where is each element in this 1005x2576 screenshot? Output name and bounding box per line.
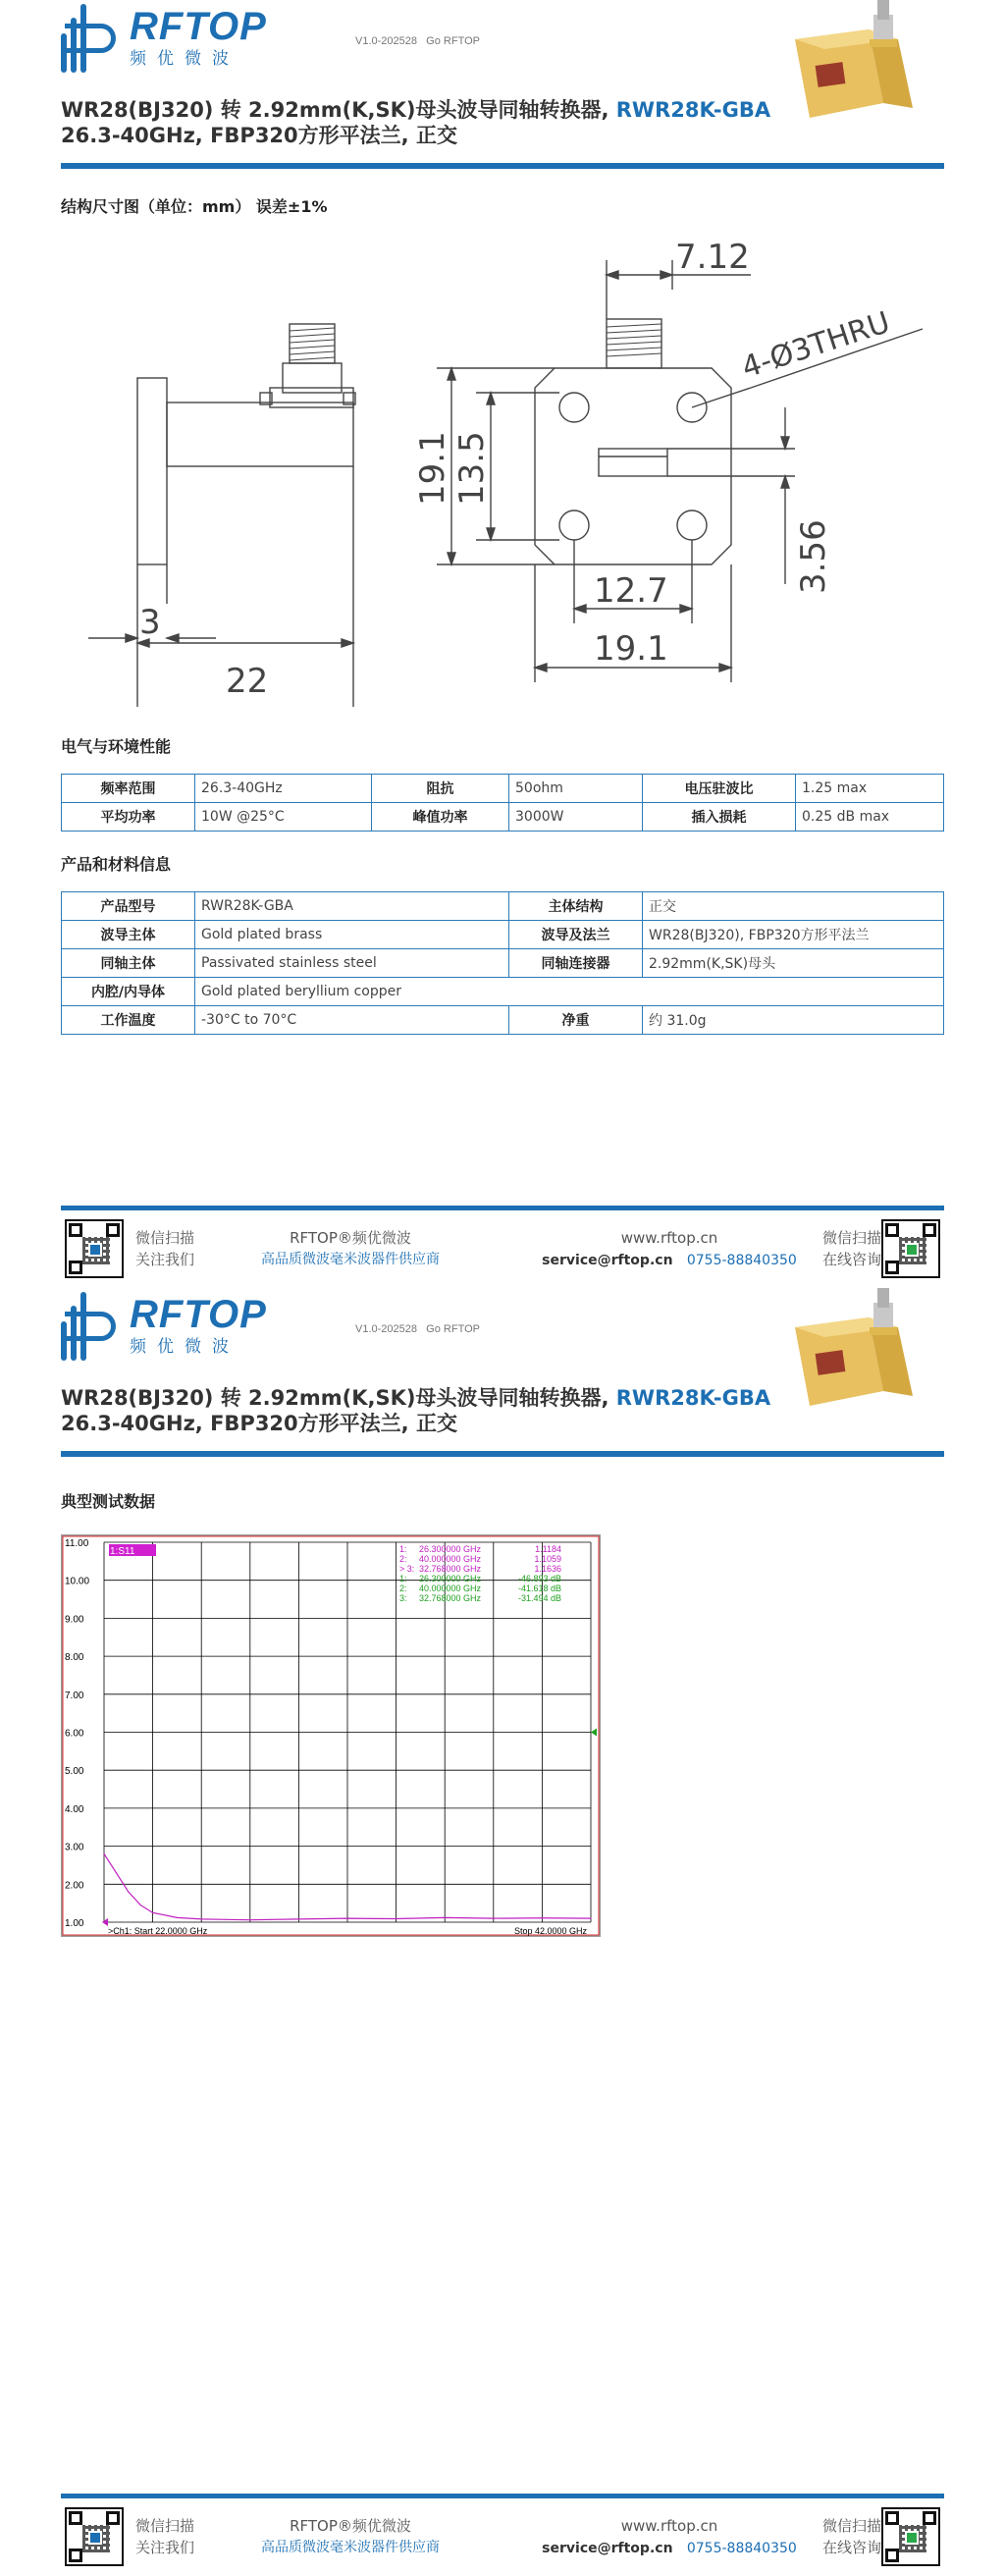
test-section-title: 典型测试数据 (61, 1492, 156, 1511)
footer (61, 2503, 944, 2572)
version-number: V1.0-202528 (355, 35, 417, 47)
value-coax-body: Passivated stainless steel (195, 949, 509, 978)
label-insertion-loss: 插入损耗 (643, 803, 796, 832)
dimension-drawing (79, 231, 962, 712)
logo-en: RFTOP (130, 1293, 267, 1336)
logo-cn: 频优微波 (130, 49, 239, 69)
product-title (61, 1384, 770, 1412)
data-point (445, 1917, 446, 1918)
value-impedance: 50ohm (509, 775, 643, 803)
product-photo (775, 0, 932, 128)
qr-code-icon[interactable] (65, 2507, 124, 2566)
version-label (355, 1323, 480, 1335)
label-freq: 频率范围 (62, 775, 195, 803)
footer-contact (532, 1227, 807, 1271)
label-inner-conductor: 内腔/内导体 (62, 978, 195, 1006)
product-subtitle: 26.3-40GHz, FBP320方形平法兰, 正交 (61, 124, 457, 147)
dim-7-12: 7.12 (675, 238, 750, 277)
label-temperature: 工作温度 (62, 1006, 195, 1035)
value-structure: 正交 (643, 892, 944, 921)
marker-value: -41.618 dB (517, 1583, 561, 1593)
dim-3-56: 3.56 (794, 519, 833, 594)
footer-scan-label: 微信扫描 (135, 1229, 195, 1247)
footer-divider (61, 2494, 944, 2498)
data-point (396, 1918, 397, 1919)
y-tick-label: 11.00 (65, 1538, 89, 1549)
footer-brand (247, 1227, 453, 1270)
version-label (355, 35, 480, 47)
footer-website[interactable]: www.rftop.cn (620, 2517, 718, 2535)
table-row (62, 892, 944, 921)
part-number: RWR28K-GBA (615, 1386, 771, 1410)
label-model: 产品型号 (62, 892, 195, 921)
title-prefix: WR28(BJ320) 转 2.92mm(K,SK)母头波导同轴转换器, (61, 98, 616, 122)
y-tick-label: 7.00 (65, 1690, 84, 1701)
x-start-label: >Ch1: Start 22.0000 GHz (108, 1926, 208, 1936)
label-coax-connector: 同轴连接器 (509, 949, 643, 978)
data-point (346, 1918, 347, 1919)
logo-cn: 频优微波 (130, 1337, 239, 1357)
footer-follow-label: 关注我们 (135, 1251, 195, 1268)
marker-freq: 40.000000 GHz (419, 1554, 482, 1564)
value-freq: 26.3-40GHz (195, 775, 372, 803)
material-section-title: 产品和材料信息 (61, 855, 172, 874)
logo-signal-icon (61, 1292, 124, 1361)
table-row (62, 921, 944, 949)
y-tick-label: 3.00 (65, 1842, 84, 1853)
product-subtitle: 26.3-40GHz, FBP320方形平法兰, 正交 (61, 1412, 457, 1435)
footer-email[interactable]: service@rftop.cn (542, 2541, 673, 2556)
data-point (152, 1912, 153, 1913)
value-insertion-loss: 0.25 dB max (796, 803, 944, 832)
part-number: RWR28K-GBA (615, 98, 771, 122)
marker-value: -31.494 dB (517, 1593, 561, 1603)
footer-consult-label: 在线咨询 (822, 1251, 882, 1268)
data-point (590, 1918, 591, 1919)
footer-brand-name: RFTOP®频优微波 (290, 2517, 411, 2535)
value-avg-power: 10W @25°C (195, 803, 372, 832)
header-divider (61, 1451, 944, 1457)
brand-tag: Go RFTOP (426, 35, 480, 47)
y-tick-label: 10.00 (65, 1576, 90, 1587)
data-point (177, 1917, 178, 1918)
brand-tag: Go RFTOP (426, 1323, 480, 1335)
dim-12-7: 12.7 (594, 571, 668, 611)
value-temperature: -30°C to 70°C (195, 1006, 509, 1035)
y-tick-label: 6.00 (65, 1728, 84, 1740)
qr-code-icon[interactable] (65, 1219, 124, 1278)
value-peak-power: 3000W (509, 803, 643, 832)
marker-label: 3: (399, 1593, 407, 1603)
dim-19-1-h: 19.1 (594, 629, 668, 669)
version-number: V1.0-202528 (355, 1323, 417, 1335)
label-waveguide-body: 波导主体 (62, 921, 195, 949)
value-flange: WR28(BJ320), FBP320方形平法兰 (643, 921, 944, 949)
qr-code-icon[interactable] (881, 2507, 940, 2566)
trace-tag: 1:S11 (110, 1546, 135, 1557)
label-avg-power: 平均功率 (62, 803, 195, 832)
footer-website[interactable]: www.rftop.cn (620, 1229, 718, 1247)
data-point (249, 1919, 250, 1920)
y-tick-label: 2.00 (65, 1880, 84, 1892)
marker-freq: 40.000000 GHz (419, 1583, 482, 1593)
data-point (103, 1853, 104, 1854)
footer-scan-label-2: 微信扫描 (822, 1229, 882, 1247)
table-row (62, 1006, 944, 1035)
drawing-section-title: 结构尺寸图（单位：mm） 误差±1% (61, 197, 328, 216)
value-weight: 约 31.0g (643, 1006, 944, 1035)
company-logo (61, 1292, 267, 1361)
dim-19-1-v: 19.1 (413, 431, 452, 506)
data-point (542, 1917, 543, 1918)
electrical-table (61, 774, 944, 832)
qr-code-icon[interactable] (881, 1219, 940, 1278)
label-coax-body: 同轴主体 (62, 949, 195, 978)
y-tick-label: 8.00 (65, 1652, 84, 1664)
electrical-section-title: 电气与环境性能 (61, 737, 172, 756)
marker-label: 1: (399, 1574, 407, 1583)
y-tick-label: 1.00 (65, 1918, 84, 1929)
footer-scan-consult (822, 1227, 881, 1270)
value-model: RWR28K-GBA (195, 892, 509, 921)
dim-22: 22 (226, 662, 269, 701)
footer-phone: 0755-88840350 (686, 2541, 797, 2556)
vswr-chart (61, 1534, 601, 1937)
footer-scan-label-2: 微信扫描 (822, 2517, 882, 2535)
footer-scan-label: 微信扫描 (135, 2517, 195, 2535)
footer-contact (532, 2515, 807, 2559)
logo-en: RFTOP (130, 5, 267, 48)
marker-value: 1.1636 (534, 1564, 561, 1574)
value-inner-conductor: Gold plated beryllium copper (195, 978, 944, 1006)
header-divider (61, 163, 944, 169)
product-title (61, 96, 770, 124)
marker-freq: 32.768000 GHz (419, 1564, 482, 1574)
label-flange: 波导及法兰 (509, 921, 643, 949)
footer-slogan: 高品质微波毫米波器件供应商 (261, 2540, 440, 2555)
title-prefix: WR28(BJ320) 转 2.92mm(K,SK)母头波导同轴转换器, (61, 1386, 616, 1410)
footer-scan-consult (822, 2515, 881, 2558)
dim-13-5: 13.5 (452, 431, 492, 506)
footer-follow-label: 关注我们 (135, 2539, 195, 2556)
data-point (116, 1872, 117, 1873)
x-stop-label: Stop 42.0000 GHz (513, 1926, 587, 1936)
table-row (62, 949, 944, 978)
label-vswr: 电压驻波比 (643, 775, 796, 803)
product-photo (775, 1288, 932, 1416)
marker-label: > 3: (399, 1564, 415, 1574)
data-point (225, 1919, 226, 1920)
data-point (298, 1918, 299, 1919)
label-weight: 净重 (509, 1006, 643, 1035)
side-view (88, 324, 355, 707)
table-row (62, 775, 944, 803)
label-peak-power: 峰值功率 (372, 803, 509, 832)
footer-consult-label: 在线咨询 (822, 2539, 882, 2556)
value-vswr: 1.25 max (796, 775, 944, 803)
footer-divider (61, 1206, 944, 1210)
dim-holes: 4-Ø3THRU (737, 305, 895, 386)
y-tick-label: 4.00 (65, 1803, 84, 1815)
footer (61, 1215, 944, 1284)
footer-brand-name: RFTOP®频优微波 (290, 1229, 411, 1247)
marker-value: -46.893 dB (517, 1574, 561, 1583)
label-structure: 主体结构 (509, 892, 643, 921)
y-tick-label: 9.00 (65, 1614, 84, 1626)
table-row (62, 978, 944, 1006)
footer-email[interactable]: service@rftop.cn (542, 1253, 673, 1268)
data-point (201, 1918, 202, 1919)
marker-freq: 32.768000 GHz (419, 1593, 482, 1603)
marker-freq: 26.300000 GHz (419, 1574, 482, 1583)
data-point (128, 1891, 129, 1892)
footer-slogan: 高品质微波毫米波器件供应商 (261, 1252, 440, 1267)
table-row (62, 803, 944, 832)
y-tick-label: 5.00 (65, 1766, 84, 1778)
company-logo (61, 4, 267, 73)
logo-signal-icon (61, 4, 124, 73)
marker-label: 1: (399, 1544, 407, 1554)
marker-value: 1.1059 (534, 1554, 561, 1564)
data-point (493, 1918, 494, 1919)
value-coax-connector: 2.92mm(K,SK)母头 (643, 949, 944, 978)
footer-brand (247, 2515, 453, 2558)
material-table (61, 891, 944, 1035)
value-waveguide-body: Gold plated brass (195, 921, 509, 949)
footer-scan-follow (135, 1227, 194, 1270)
footer-phone: 0755-88840350 (686, 1253, 797, 1268)
label-impedance: 阻抗 (372, 775, 509, 803)
marker-value: 1.1184 (535, 1544, 561, 1554)
footer-scan-follow (135, 2515, 194, 2558)
marker-label: 2: (399, 1554, 407, 1564)
dim-3: 3 (139, 603, 161, 642)
marker-freq: 26.300000 GHz (419, 1544, 482, 1554)
marker-label: 2: (399, 1583, 407, 1593)
